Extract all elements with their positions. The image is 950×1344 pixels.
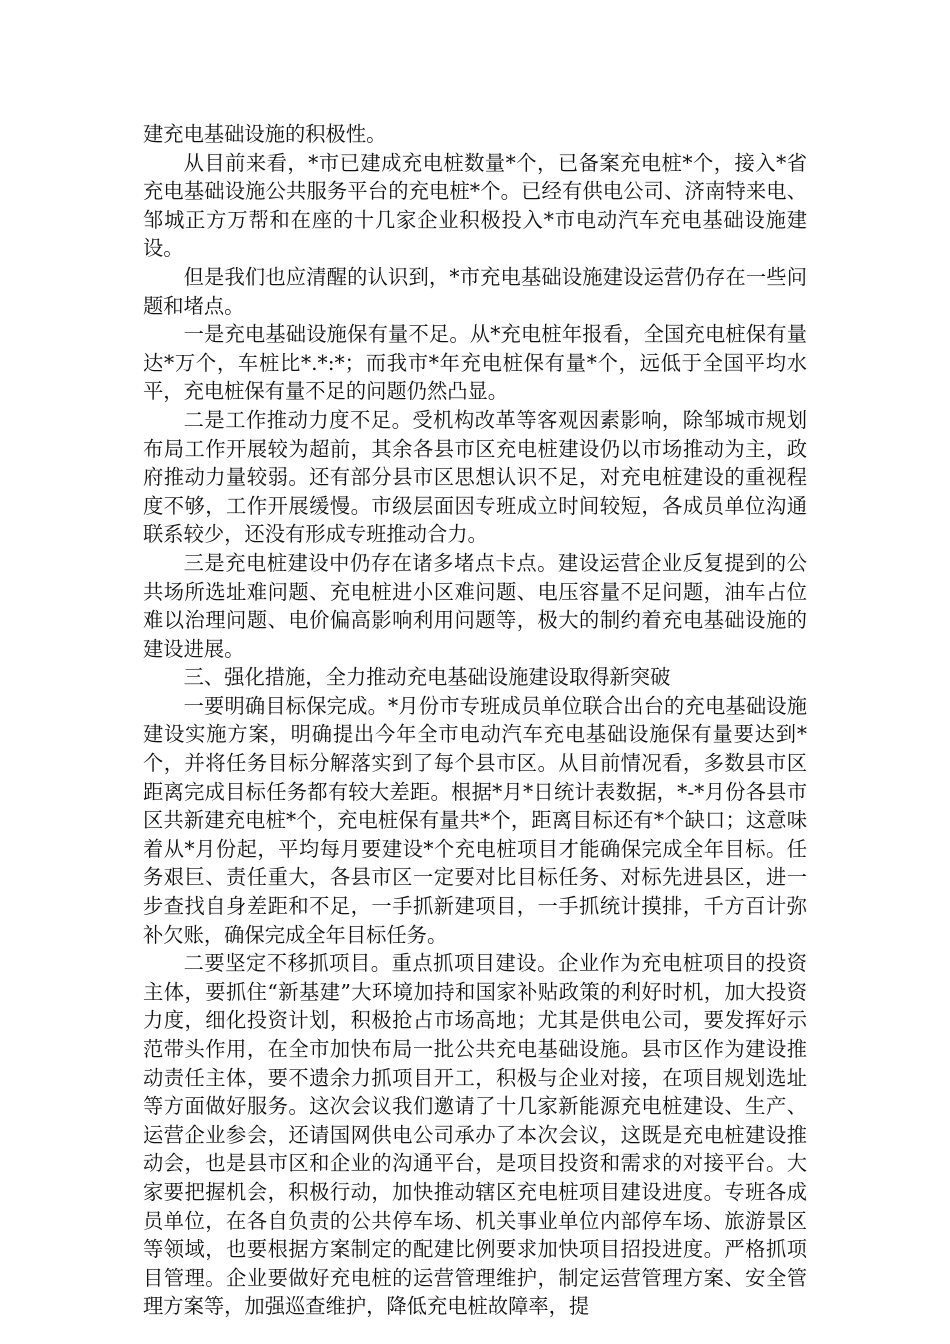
paragraph-problems-intro: 但是我们也应清醒的认识到，*市充电基础设施建设运营仍存在一些问题和堵点。 [143,264,807,318]
paragraph-measure-one: 一要明确目标保完成。*月份市专班成员单位联合出台的充电基础设施建设实施方案，明确提出今年全市电动汽车充电基础设施保有量要达到*个，并将任务目标分解落实到了每个县市区。从目前情况看，多数县市区距离完成目标任务都有较大差距。根据*月*日统计表数据，*-*月份各县市区共新建充电桩*个，充电桩保有量共*个，距离目标还有*个缺口；这意味着从*月份起，平均每月要建设*个充电桩项目才能确保完成全年目标。任务艰巨、责任重大，各县市区一定要对比目标任务、对标先进县区，进一步查找自身差距和不足，一手抓新建项目，一手抓统计摸排，千方百计弥补欠账，确保完成全年目标任务。 [143,693,807,947]
paragraph-measure-two: 二要坚定不移抓项目。重点抓项目建设。企业作为充电桩项目的投资主体，要抓住“新基建”大环境加持和国家补贴政策的利好时机，加大投资力度，细化投资计划，积极抢占市场高地；尤其是供电公司，要发挥好示范带头作用，在全市加快布局一批公共充电基础设施。县市区作为建设推动责任主体，要不遗余力抓项目开工，积极与企业对接，在项目规划选址等方面做好服务。这次会议我们邀请了十几家新能源充电桩建设、生产、运营企业参会，还请国网供电公司承办了本次会议，这既是充电桩建设推动会，也是县市区和企业的沟通平台，是项目投资和需求的对接平台。大家要把握机会，积极行动，加快推动辖区充电桩项目建设进度。专班各成员单位，在各自负责的公共停车场、机关事业单位内部停车场、旅游景区等领域，也要根据方案制定的配建比例要求加快项目招投进度。严格抓项目管理。企业要做好充电桩的运营管理维护，制定运营管理方案、安全管理方案等，加强巡查维护，降低充电桩故障率，提 [143,951,807,1319]
section-heading-measures: 三、强化措施，全力推动充电基础设施建设取得新突破 [183,665,671,690]
paragraph-problem-three: 三是充电桩建设中仍存在诸多堵点卡点。建设运营企业反复提到的公共场所选址难问题、充电桩进小区难问题、电压容量不足问题，油车占位难以治理问题、电价偏高影响利用问题等，极大的制约着充电基础设施的建设进展。 [143,550,807,661]
paragraph-problem-two: 二是工作推动力度不足。受机构改革等客观因素影响，除邹城市规划布局工作开展较为超前，其余各县市区充电桩建设仍以市场推动为主，政府推动力量较弱。还有部分县市区思想认识不足，对充电桩建设的重视程度不够，工作开展缓慢。市级层面因专班成立时间较短，各成员单位沟通联系较少，还没有形成专班推动合力。 [143,407,807,547]
paragraph-current-status: 从目前来看，*市已建成充电桩数量*个，已备案充电桩*个，接入*省充电基础设施公共服务平台的充电桩*个。已经有供电公司、济南特来电、邹城正方万帮和在座的十几家企业积极投入*市电动汽车充电基础设施建设。 [143,150,807,261]
document-page [143,120,807,1321]
paragraph-continuation: 建充电基础设施的积极性。 [143,122,387,146]
paragraph-problem-one: 一是充电基础设施保有量不足。从*充电桩年报看，全国充电桩保有量达*万个，车桩比*.*:*；而我市*年充电桩保有量*个，远低于全国平均水平，充电桩保有量不足的问题仍然凸显。 [143,322,807,404]
